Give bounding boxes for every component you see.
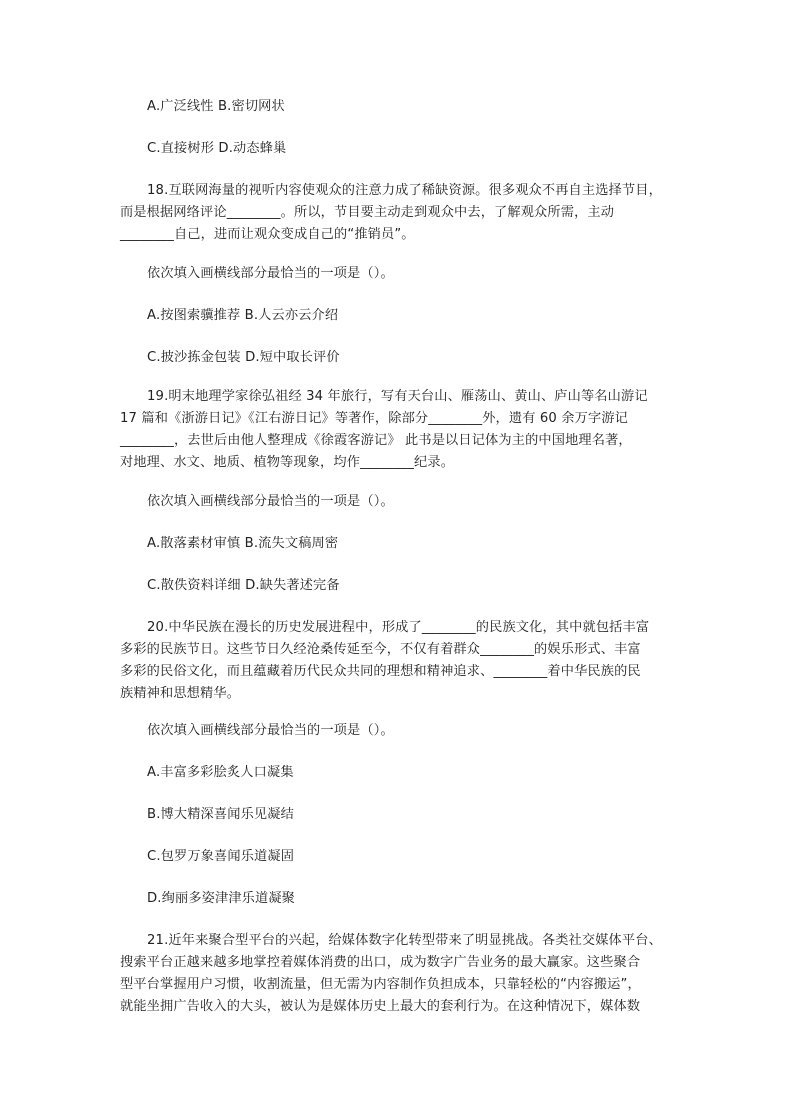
question-line: 多彩的民俗文化，而且蕴藏着历代民众共同的理想和精神追求、________着中华民族的民 [120,664,641,679]
instruction-line: 依次填入画横线部分最恰当的一项是（）。 [147,494,394,509]
question-line: 21.近年来聚合型平台的兴起，给媒体数字化转型带来了明显挑战。各类社交媒体平台、 [147,933,662,948]
question-line: 19.明末地理学家徐弘祖经 34 年旅行，写有天台山、雁荡山、黄山、庐山等名山游记 [147,389,648,404]
instruction-line: 依次填入画横线部分最恰当的一项是（）。 [147,266,394,281]
option-line: B.博大精深喜闻乐见凝结 [147,807,294,822]
option-line: A.按图索骥推荐 B.人云亦云介绍 [147,308,339,323]
question-line: 型平台掌握用户习惯，收割流量，但无需为内容制作负担成本，只靠轻松的“内容搬运”， [120,977,641,992]
question-line: 而是根据网络评论________。所以，节目要主动走到观众中去，了解观众所需，主动 [120,205,615,220]
option-line: C.包罗万象喜闻乐道凝固 [147,849,295,864]
question-line: ________，去世后由他人整理成《徐霞客游记》 此书是以日记体为主的中国地理名著， [120,433,632,448]
option-line: A.散落素材审慎 B.流失文稿周密 [147,536,339,551]
question-19 [120,386,680,474]
option-line: A.丰富多彩脍炙人口凝集 [147,765,294,780]
option-line: C.散佚资料详细 D.缺失著述完备 [147,578,340,593]
option-line: C.披沙拣金包装 D.短中取长评价 [147,350,340,365]
question-line: 族精神和思想精华。 [120,686,241,701]
option-line: D.绚丽多姿津津乐道凝聚 [147,891,296,906]
question-line: 20.中华民族在漫长的历史发展进程中，形成了________的民族文化，其中就包括丰富 [147,620,650,635]
question-line: 对地理、水文、地质、植物等现象，均作________纪录。 [120,455,455,470]
question-line: ________自己，进而让观众变成自己的“推销员”。 [120,227,415,242]
question-20 [120,617,680,705]
question-line: 18.互联网海量的视听内容使观众的注意力成了稀缺资源。很多观众不再自主选择节目， [147,183,662,198]
option-line: C.直接树形 D.动态蜂巢 [147,141,287,156]
option-line: A.广泛线性 B.密切网状 [147,99,285,114]
instruction-line: 依次填入画横线部分最恰当的一项是（）。 [147,723,394,738]
question-21 [120,930,680,1018]
question-18 [120,180,680,246]
question-line: 搜索平台正越来越多地掌控着媒体消费的出口，成为数字广告业务的最大赢家。这些聚合 [120,955,641,970]
question-line: 多彩的民族节日。这些节日久经沧桑传延至今，不仅有着群众________的娱乐形式、丰富 [120,642,641,657]
question-line: 就能坐拥广告收入的大头，被认为是媒体历史上最大的套利行为。在这种情况下，媒体数 [120,999,641,1014]
question-line: 17 篇和《浙游日记》《江右游日记》等著作，除部分________外，遗有 60 余万字游记 [120,411,628,426]
